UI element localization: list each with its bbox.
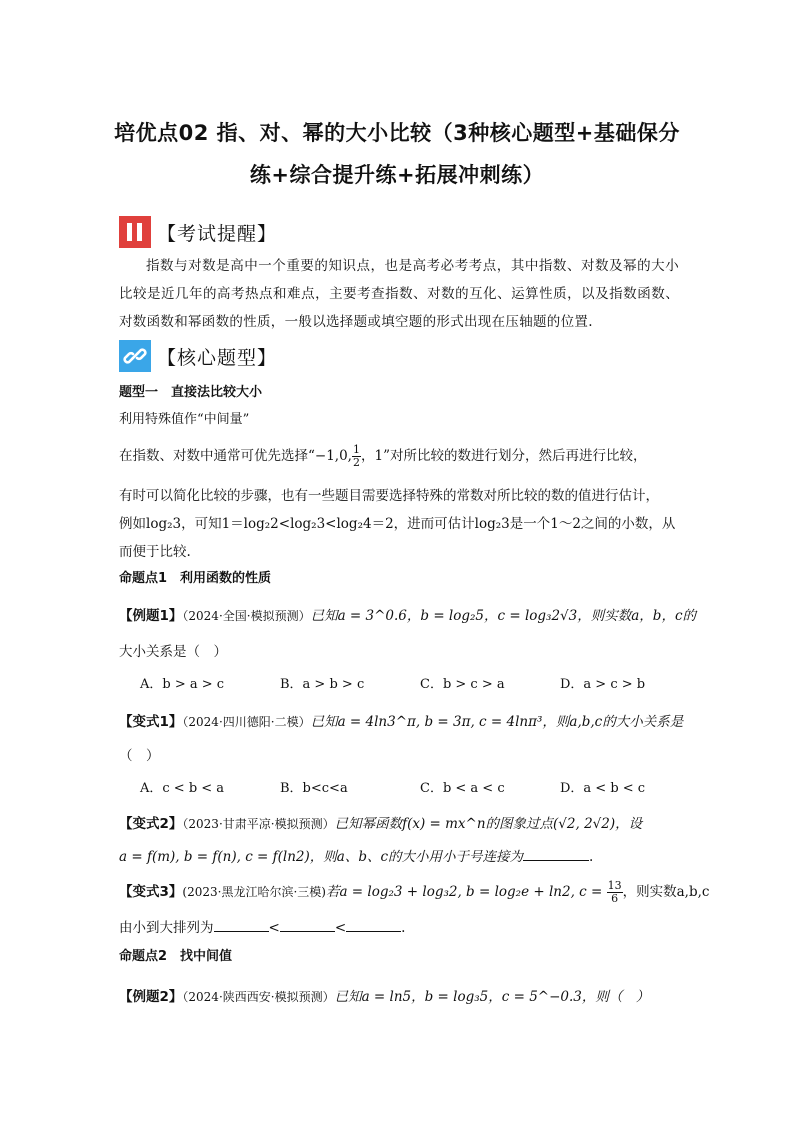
example-2-question (119, 985, 649, 1005)
fraction-half (352, 444, 361, 469)
variant-1-source: （2024·四川德阳·二模） (182, 715, 311, 729)
variant-2-question (119, 812, 642, 832)
proposition-point-1: 命题点1 利用函数的性质 (119, 571, 272, 586)
variant-2-source: （2023·甘肃平凉·模拟预测） (182, 817, 335, 831)
core-heading (119, 340, 277, 372)
variant-1-question (119, 710, 683, 730)
less-than-sign: < (334, 920, 347, 936)
option-b[interactable]: B．b<c<a (280, 781, 348, 796)
variant-3-tag: 【变式3】 (119, 884, 183, 900)
method-line-1 (119, 444, 646, 469)
method-line-2: 有时可以简化比较的步骤，也有一些题目需要选择特殊的常数对所比较的数的值进行估计， (119, 488, 659, 504)
title-line-1: 培优点02 指、对、幂的大小比较（3种核心题型+基础保分 (114, 121, 680, 145)
page-title (100, 112, 694, 196)
reminder-paragraph: 指数与对数是高中一个重要的知识点，也是高考必考考点，其中指数、对数及幂的大小比较是近几年的高考热点和难点，主要考查指数、对数的互化、运算性质，以及指数函数、对数函数和幂函数的性质，一般以选择题或填空题的形式出现在压轴题的位置. (119, 258, 679, 330)
example-1-tag: 【例题1】 (119, 608, 183, 624)
variant-3-question (119, 880, 709, 905)
option-d[interactable]: D．a > c > b (560, 677, 646, 692)
variant-1-text: 已知a = 4ln3^π, b = 3π, c = 4lnπ³，则a,b,c的大小关系是 (310, 714, 684, 730)
method-text-b: ，1”对所比较的数进行划分，然后再进行比较， (360, 448, 647, 464)
answer-blank-3[interactable] (346, 919, 401, 932)
variant-3-source: (2023·黑龙江哈尔滨·三模) (182, 885, 326, 899)
answer-blank[interactable] (523, 848, 589, 861)
pause-icon (119, 216, 151, 248)
example-1-text: 已知a = 3^0.6，b = log₂5，c = log₃2√3，则实数a，b，c的 (310, 608, 697, 624)
variant-1-text-2: （ ） (119, 748, 160, 764)
option-b[interactable]: B．a > b > c (280, 677, 365, 692)
variant-2-text-2: a = f(m), b = f(n), c = f(ln2)，则a、b、c的大小用小于号连接为 (119, 849, 524, 865)
variant-2-question-2 (119, 845, 593, 865)
variant-3-text-2: 由小到大排列为 (119, 920, 214, 936)
subheading-middle-value: 利用特殊值作“中间量” (119, 412, 250, 427)
method-text-a: 在指数、对数中通常可优先选择“−1,0, (119, 448, 352, 464)
option-a[interactable]: A．c < b < a (140, 781, 225, 796)
example-2-source: （2024·陕西西安·模拟预测） (182, 990, 335, 1004)
variant-3-period: . (401, 920, 406, 936)
less-than-sign: < (268, 920, 280, 936)
option-c[interactable]: C．b < a < c (420, 781, 505, 796)
option-a[interactable]: A．b > a > c (140, 677, 225, 692)
variant-3-text: 若a = log₂3 + log₃2, b = log₂e + ln2, c = (325, 884, 603, 900)
core-heading-label: 【核心题型】 (157, 346, 278, 369)
example-2-text: 已知a = ln5，b = log₃5，c = 5^−0.3，则（ ） (334, 989, 650, 1005)
chain-link-icon (119, 340, 151, 372)
answer-blank-2[interactable] (280, 919, 335, 932)
fraction-numerator: 13 (607, 879, 622, 892)
example-1-options (140, 673, 700, 692)
variant-2-period: . (589, 849, 594, 865)
fraction-13-6 (607, 880, 623, 905)
variant-1-tag: 【变式1】 (119, 714, 183, 730)
title-line-2: 练+综合提升练+拓展冲刺练） (249, 163, 545, 187)
answer-blank-1[interactable] (214, 919, 269, 932)
variant-3-text-end: ，则实数a,b,c (622, 884, 710, 900)
example-2-tag: 【例题2】 (119, 989, 183, 1005)
variant-2-text: 已知幂函数f(x) = mx^n的图象过点(√2, 2√2)，设 (334, 816, 643, 832)
option-c[interactable]: C．b > c > a (420, 677, 505, 692)
method-line-4: 而便于比较. (119, 544, 191, 560)
variant-3-question-2 (119, 916, 405, 936)
example-1-source: （2024·全国·模拟预测） (182, 609, 311, 623)
variant-2-tag: 【变式2】 (119, 816, 183, 832)
proposition-point-2: 命题点2 找中间值 (119, 949, 233, 964)
fraction-denominator: 2 (352, 456, 360, 469)
method-line-3: 例如log₂3，可知1＝log₂2<log₂3<log₂4＝2，进而可估计log₂3是一个1～2之间的小数，从 (119, 516, 676, 532)
example-1-text-2: 大小关系是（ ） (119, 644, 227, 660)
variant-1-options (140, 777, 700, 796)
reminder-heading-label: 【考试提醒】 (157, 222, 278, 245)
fraction-denominator: 6 (611, 892, 619, 905)
fraction-numerator: 1 (352, 443, 360, 456)
example-1-question (119, 604, 696, 624)
question-type-1: 题型一 直接法比较大小 (119, 385, 263, 400)
reminder-heading (119, 216, 277, 248)
option-d[interactable]: D．a < b < c (560, 781, 646, 796)
